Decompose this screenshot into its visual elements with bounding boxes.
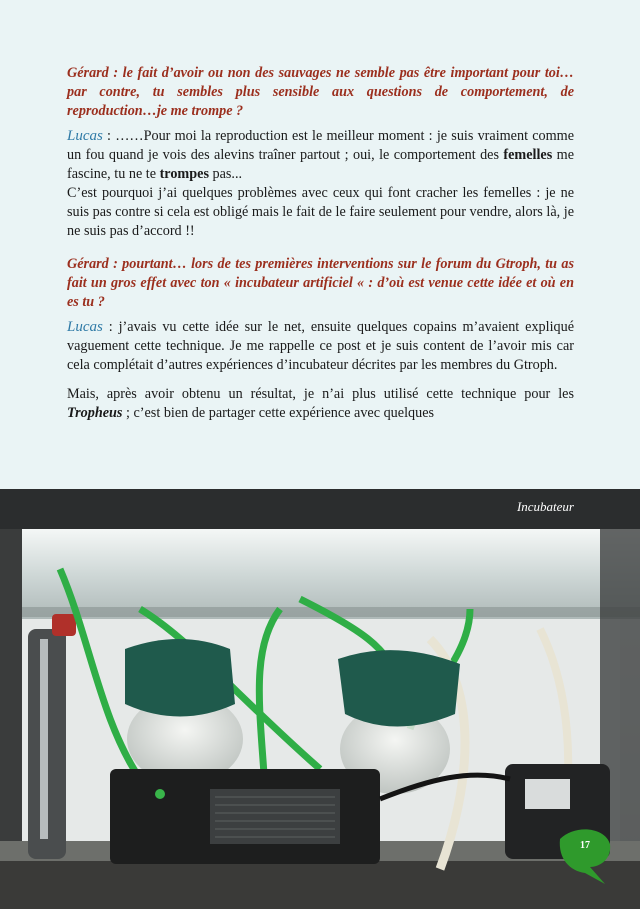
answer-2: Lucas : j’avais vu cette idée sur le net, ensuite quelques copains m’avaient expliqué vaguement cette technique. Je me rappelle ce post et je suis content de l’avoir mis car cela complétait d’autres expériences d’incubateur décrites par les membres du Gtroph. xyxy=(67,319,574,373)
photo-caption: Incubateur xyxy=(516,499,574,514)
incubator-photo xyxy=(0,489,640,909)
answer-1-paragraph-2: C’est pourquoi j’ai quelques problèmes avec ceux qui font cracher les femelles : je ne suis pas contre si cela est obligé mais le fait de le faire seulement pour vendre, alors là, je ne suis pas d’accord !! xyxy=(67,185,574,239)
page-number: 17 xyxy=(580,840,590,851)
answer-2-paragraph-2: Mais, après avoir obtenu un résultat, je n’ai plus utilisé cette technique pour les Tropheus ; c’est bien de partager cette expérience avec quelques xyxy=(67,386,574,421)
answer-1: Lucas : ……Pour moi la reproduction est le meilleur moment : je suis vraiment comme un fou quand je vois des alevins traîner partout ; oui, le comportement des femelles me fascine, tu ne te trompes pas... xyxy=(67,128,574,182)
speaker-name: Lucas xyxy=(67,128,103,144)
question-1: Gérard : le fait d’avoir ou non des sauvages ne semble pas être important pour toi…par contre, tu sembles plus sensible aux questions de comportement, de reproduction…je me trompe ? xyxy=(67,65,574,119)
question-2: Gérard : pourtant… lors de tes premières interventions sur le forum du Gtroph, tu as fait un gros effet avec ton « incubateur artificiel « : d’où est venue cette idée et où en es tu ? xyxy=(67,256,574,310)
article-body xyxy=(67,64,574,423)
aquarium-illustration xyxy=(0,489,640,909)
speaker-name: Lucas xyxy=(67,319,103,335)
